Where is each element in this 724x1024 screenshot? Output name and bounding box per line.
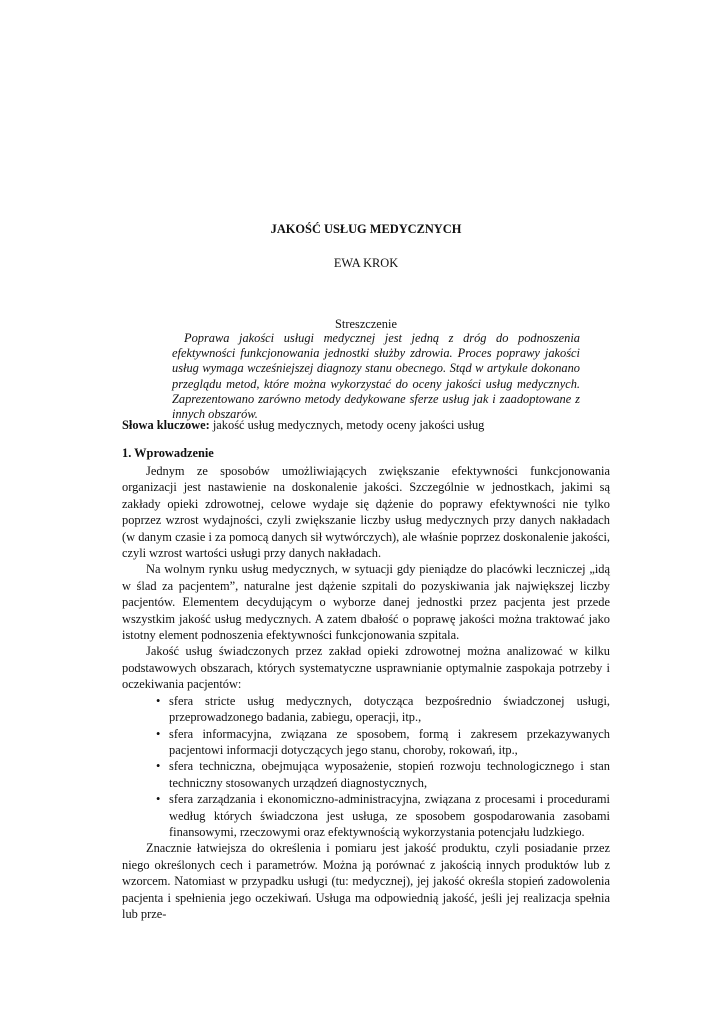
- list-item: [122, 791, 610, 840]
- keywords-label: Słowa kluczowe:: [122, 418, 210, 432]
- list-item: [122, 758, 610, 791]
- list-item-text: sfera informacyjna, związana ze sposobem, formą i zakresem przekazywanych pacjentowi informacji dotyczących jego stanu, choroby, rokowań, itp.,: [169, 726, 610, 757]
- paragraph: Jakość usług świadczonych przez zakład opieki zdrowotnej można analizować w kilku podstawowych obszarach, których systematyczne usprawnianie optymalnie zaspokaja potrzeby i oczekiwania pacjentów:: [122, 644, 610, 692]
- list-item: [122, 726, 610, 759]
- section-heading: 1. Wprowadzenie: [122, 446, 214, 460]
- bullet-icon: •: [156, 726, 161, 741]
- list-item: [122, 693, 610, 726]
- bullet-icon: •: [156, 759, 161, 774]
- paragraph: Znacznie łatwiejsza do określenia i pomiaru jest jakość produktu, czyli posiadanie przez niego określonych cech i parametrów. Można ją porównać z jakością innych produktów lub z wzorcem. Natomiast w przypadku usługi (tu: medycznej), jej jakość określa stopień zadowolenia pacjenta i spełnienia jego oczekiwań. Usługa ma odpowiednią jakość, jeśli jej realizacja spełnia lub prze-: [122, 841, 610, 921]
- paragraph: Jednym ze sposobów umożliwiających zwiększanie efektywności funkcjonowania organizacji jest nastawienie na doskonalenie jakości. Szczególnie w jednostkach, jakimi są zakłady opieki zdrowotnej, celowe wydaje się dążenie do poprawy efektywności nie tylko poprzez wzrost wydajności, czyli zwiększanie liczby usług medycznych przy danych nakładach (w danym czasie i za pomocą danych sił wytwórczych), ale właśnie poprzez doskonalenie jakości, czyli wzrost wartości usługi przy danych nakładach.: [122, 464, 610, 561]
- paper-author: EWA KROK: [333, 256, 399, 270]
- bullet-list: [122, 693, 610, 841]
- bullet-icon: •: [156, 792, 161, 807]
- paragraph: Na wolnym rynku usług medycznych, w sytuacji gdy pieniądze do placówki leczniczej „idą w ślad za pacjentem”, naturalne jest dążenie szpitali do pozyskiwania jak największej liczby pacjentów. Elementem decydującym o wyborze danej jednostki przez pacjenta jest przede wszystkim jakość usług medycznych. A zatem dbałość o poprawę jakości można traktować jako istotny element podnoszenia efektywności funkcjonowania szpitala.: [122, 562, 610, 643]
- paper-title: JAKOŚĆ USŁUG MEDYCZNYCH: [270, 222, 462, 236]
- keywords-line: [122, 417, 610, 433]
- list-item-text: sfera techniczna, obejmująca wyposażenie, stopień rozwoju technologicznego i stan techniczny stosowanych urządzeń diagnostycznych,: [169, 759, 610, 790]
- abstract-text: Poprawa jakości usługi medycznej jest jedną z dróg do podnoszenia efektywności funkcjonowania jednostki służby zdrowia. Proces poprawy jakości usług wymaga wcześniejszej diagnozy stanu obecnego. Stąd w artykule dokonano przeglądu metod, które można wykorzystać do oceny jakości usług medycznych. Zaprezentowano zarówno metody dedykowane sferze usług jak i zaadoptowane z innych obszarów.: [172, 331, 580, 422]
- list-item-text: sfera stricte usług medycznych, dotycząca bezpośrednio świadczonej usługi, przeprowadzonego badania, zabiegu, operacji, itp.,: [169, 693, 610, 725]
- list-item-text: sfera zarządzania i ekonomiczno-administracyjna, związana z procesami i procedurami według których świadczona jest usługa, ze sposobem gospodarowania zasobami finansowymi, rzeczowymi oraz efektywnością wykorzystania potencjału ludzkiego.: [169, 792, 610, 839]
- keywords-text: jakość usług medycznych, metody oceny jakości usług: [209, 418, 485, 432]
- body-text: [122, 463, 610, 922]
- abstract-heading: Streszczenie: [335, 317, 397, 331]
- bullet-icon: •: [156, 693, 161, 708]
